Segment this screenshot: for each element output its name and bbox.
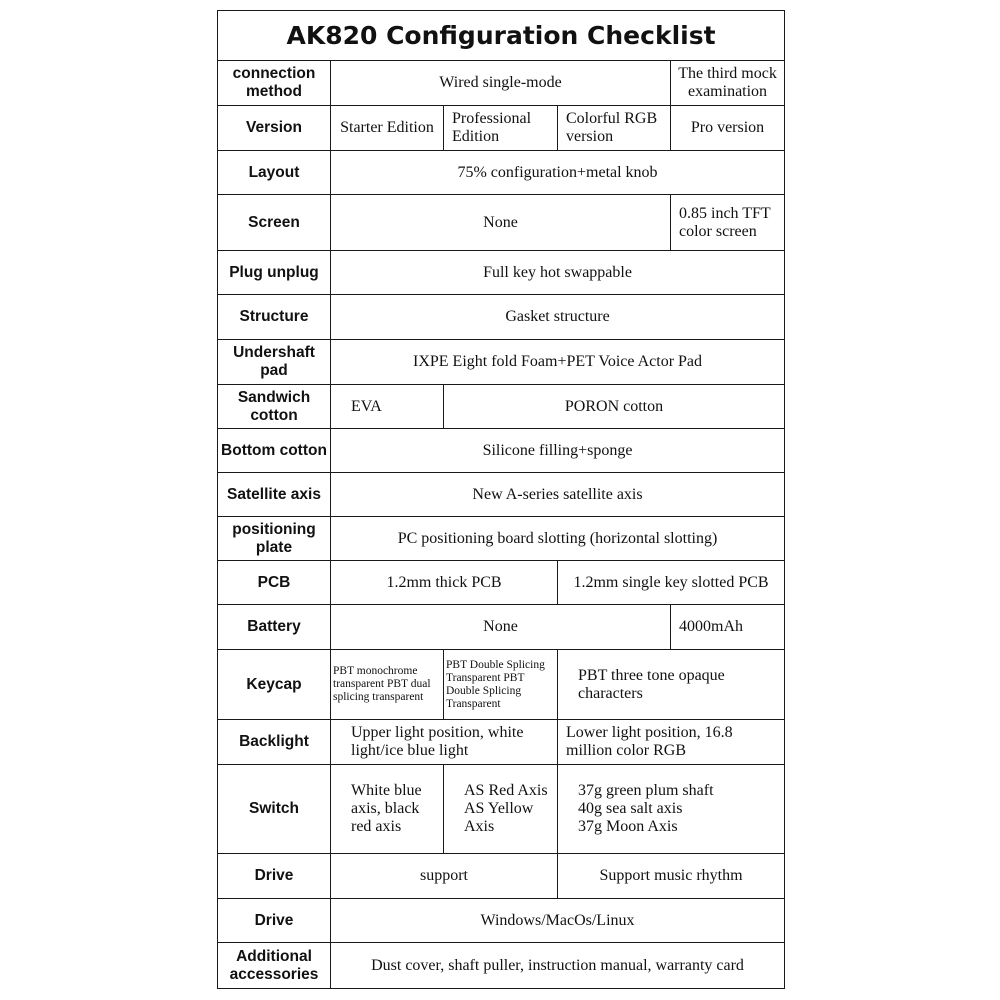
cell-undershaft-pad: IXPE Eight fold Foam+PET Voice Actor Pad <box>331 340 785 385</box>
label-battery: Battery <box>218 605 331 650</box>
cell-third-mock: The third mock examination <box>671 61 785 106</box>
label-sandwich-cotton: Sandwich cotton <box>218 385 331 429</box>
label-drive: Drive <box>218 854 331 899</box>
row-battery <box>218 605 785 650</box>
cell-battery-4000mah: 4000mAh <box>671 605 785 650</box>
row-drive-os <box>218 899 785 943</box>
cell-battery-none: None <box>331 605 671 650</box>
cell-version-pro: Pro version <box>671 106 785 151</box>
label-additional-accessories: Additional accessories <box>218 943 331 989</box>
row-version <box>218 106 785 151</box>
label-bottom-cotton: Bottom cotton <box>218 429 331 473</box>
cell-drive-os: Windows/MacOs/Linux <box>331 899 785 943</box>
row-screen <box>218 195 785 251</box>
row-bottom-cotton <box>218 429 785 473</box>
cell-structure: Gasket structure <box>331 295 785 340</box>
cell-version-professional: Professional Edition <box>444 106 558 151</box>
cell-switch-professional: AS Red Axis AS Yellow Axis <box>444 765 558 854</box>
row-switch <box>218 765 785 854</box>
cell-screen-tft: 0.85 inch TFT color screen <box>671 195 785 251</box>
label-structure: Structure <box>218 295 331 340</box>
row-keycap <box>218 650 785 720</box>
label-drive-os: Drive <box>218 899 331 943</box>
label-plug-unplug: Plug unplug <box>218 251 331 295</box>
label-connection-method: connection method <box>218 61 331 106</box>
cell-positioning-plate: PC positioning board slotting (horizontal slotting) <box>331 517 785 561</box>
row-layout <box>218 151 785 195</box>
row-structure <box>218 295 785 340</box>
row-backlight <box>218 720 785 765</box>
row-positioning-plate <box>218 517 785 561</box>
cell-wired-single-mode: Wired single-mode <box>331 61 671 106</box>
label-switch: Switch <box>218 765 331 854</box>
label-layout: Layout <box>218 151 331 195</box>
label-undershaft-pad: Undershaft pad <box>218 340 331 385</box>
label-version: Version <box>218 106 331 151</box>
cell-drive-music: Support music rhythm <box>558 854 785 899</box>
cell-sandwich-poron: PORON cotton <box>444 385 785 429</box>
cell-bottom-cotton: Silicone filling+sponge <box>331 429 785 473</box>
cell-screen-none: None <box>331 195 671 251</box>
label-backlight: Backlight <box>218 720 331 765</box>
cell-additional-accessories: Dust cover, shaft puller, instruction manual, warranty card <box>331 943 785 989</box>
row-pcb <box>218 561 785 605</box>
cell-layout: 75% configuration+metal knob <box>331 151 785 195</box>
row-sandwich-cotton <box>218 385 785 429</box>
cell-version-starter: Starter Edition <box>331 106 444 151</box>
row-drive-support <box>218 854 785 899</box>
cell-keycap-starter: PBT monochrome transparent PBT dual splicing transparent <box>331 650 444 720</box>
cell-pcb-thick: 1.2mm thick PCB <box>331 561 558 605</box>
cell-plug-unplug: Full key hot swappable <box>331 251 785 295</box>
cell-version-colorful: Colorful RGB version <box>558 106 671 151</box>
checklist-table <box>217 10 785 989</box>
row-connection-method <box>218 61 785 106</box>
cell-sandwich-eva: EVA <box>331 385 444 429</box>
title-row <box>218 11 785 61</box>
label-satellite-axis: Satellite axis <box>218 473 331 517</box>
cell-backlight-lower: Lower light position, 16.8 million color RGB <box>558 720 785 765</box>
row-undershaft-pad <box>218 340 785 385</box>
cell-switch-rgb: 37g green plum shaft 40g sea salt axis 37g Moon Axis <box>558 765 785 854</box>
cell-drive-support: support <box>331 854 558 899</box>
cell-backlight-upper: Upper light position, white light/ice blue light <box>331 720 558 765</box>
label-screen: Screen <box>218 195 331 251</box>
row-additional-accessories <box>218 943 785 989</box>
label-pcb: PCB <box>218 561 331 605</box>
cell-satellite-axis: New A-series satellite axis <box>331 473 785 517</box>
cell-switch-starter: White blue axis, black red axis <box>331 765 444 854</box>
label-positioning-plate: positioning plate <box>218 517 331 561</box>
configuration-checklist <box>217 10 784 988</box>
label-keycap: Keycap <box>218 650 331 720</box>
cell-keycap-rgb: PBT three tone opaque characters <box>558 650 785 720</box>
cell-keycap-professional: PBT Double Splicing Transparent PBT Double Splicing Transparent <box>444 650 558 720</box>
row-plug-unplug <box>218 251 785 295</box>
page-title: AK820 Configuration Checklist <box>218 11 785 61</box>
row-satellite-axis <box>218 473 785 517</box>
cell-pcb-slotted: 1.2mm single key slotted PCB <box>558 561 785 605</box>
